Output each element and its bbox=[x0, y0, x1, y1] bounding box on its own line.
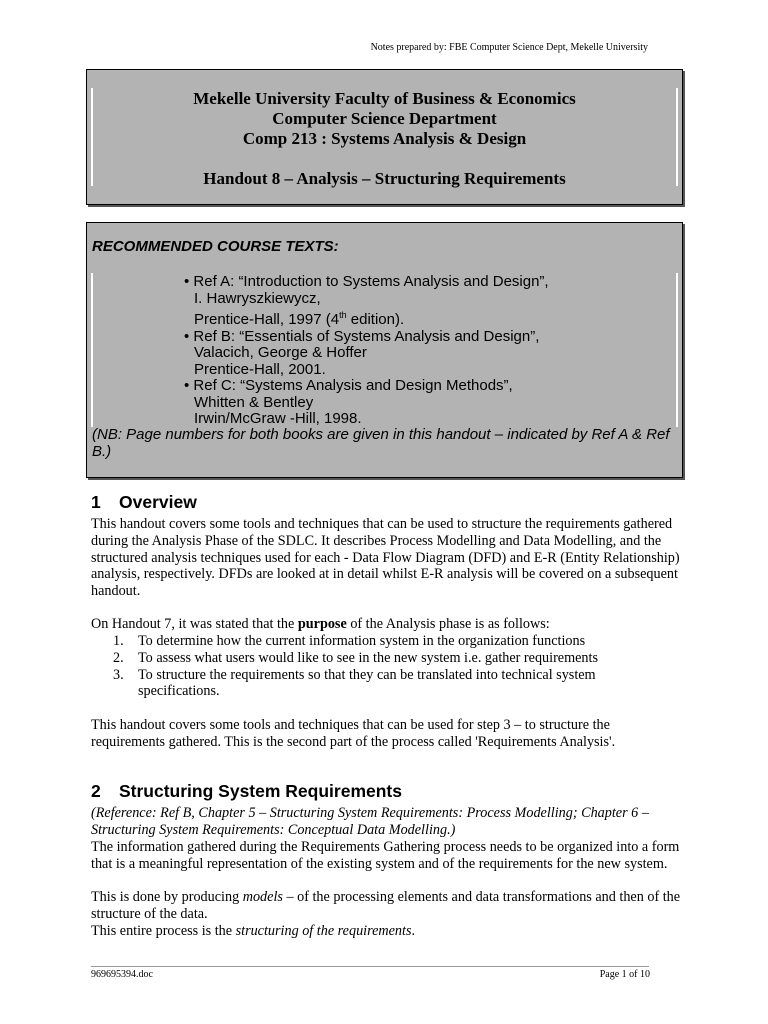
list-item: 3. To structure the requirements so that they can be translated into technical system specifications. bbox=[113, 666, 596, 700]
ref-c-line3: Irwin/McGraw -Hill, 1998. bbox=[194, 410, 362, 427]
ref-b-line1: • Ref B: “Essentials of Systems Analysis and Design”, bbox=[184, 327, 540, 345]
section1-para1: This handout covers some tools and techniques that can be used to structure the requirements gathered during the Analysis Phase of the SDLC. It describes Process Modelling and Data Modelling, and the structured analysis techniques used for each - Data Flow Diagram (DFD) and E-R (Entity Relationship) analysis, respectively. DFDs are looked at in detail whilst E-R analysis will be covered on a subsequent handout. bbox=[91, 516, 680, 600]
section2-reference: (Reference: Ref B, Chapter 5 – Structuring System Requirements: Process Modelling; Chapter 6 – Structuring System Requirements: Conceptual Data Modelling.) bbox=[91, 805, 649, 838]
nb-note: (NB: Page numbers for both books are given in this handout – indicated by Ref A & Ref B.) bbox=[92, 426, 670, 460]
footer-filename: 969695394.doc bbox=[91, 969, 153, 980]
header-note: Notes prepared by: FBE Computer Science Dept, Mekelle University bbox=[370, 42, 648, 53]
ref-b-line2: Valacich, George & Hoffer bbox=[194, 344, 367, 361]
ref-a-line1: • Ref A: “Introduction to Systems Analysis and Design”, bbox=[184, 273, 549, 290]
section2-para1: The information gathered during the Requirements Gathering process needs to be organized into a form that is a meaningful representation of the existing system and of the requirements for the new system. bbox=[91, 839, 680, 872]
handout-title: Handout 8 – Analysis – Structuring Requirements bbox=[203, 169, 566, 188]
section1-para2: On Handout 7, it was stated that the purpose of the Analysis phase is as follows: bbox=[91, 616, 550, 632]
footer-page-number: Page 1 of 10 bbox=[599, 969, 650, 980]
list-item: 1. To determine how the current information system in the organization functions bbox=[113, 633, 586, 649]
ref-a-line3: Prentice-Hall, 1997 (4th edition). bbox=[194, 310, 405, 328]
ref-b-line3: Prentice-Hall, 2001. bbox=[194, 360, 326, 378]
reference-list bbox=[184, 274, 549, 428]
section1-heading: 1 Overview bbox=[91, 492, 197, 512]
course-texts-box bbox=[86, 222, 683, 478]
section1-para3: This handout covers some tools and techniques that can be used for step 3 – to structure the requirements gathered. This is the second part of the process called 'Requirements Analysis'. bbox=[91, 717, 616, 750]
course-texts-heading: RECOMMENDED COURSE TEXTS: bbox=[92, 238, 339, 255]
section2-para2: This is done by producing models – of the processing elements and data transformations and then of the structure of the data. bbox=[91, 889, 681, 922]
list-item: 2. To assess what users would like to see in the new system i.e. gather requirements bbox=[113, 649, 598, 666]
purpose-list bbox=[113, 633, 673, 700]
university-title: Mekelle University Faculty of Business & Economics bbox=[193, 89, 576, 108]
ref-a-line2: I. Hawryszkiewycz, bbox=[194, 289, 321, 307]
footer-divider bbox=[91, 966, 649, 967]
ref-c-line1: • Ref C: “Systems Analysis and Design Methods”, bbox=[184, 377, 513, 394]
section2-heading: 2 Structuring System Requirements bbox=[91, 781, 402, 801]
ref-c-line2: Whitten & Bentley bbox=[194, 393, 314, 411]
department-title: Computer Science Department bbox=[272, 109, 497, 128]
title-box bbox=[86, 69, 683, 205]
section2-para3: This entire process is the structuring of the requirements. bbox=[91, 923, 416, 939]
course-title: Comp 213 : Systems Analysis & Design bbox=[242, 129, 527, 148]
